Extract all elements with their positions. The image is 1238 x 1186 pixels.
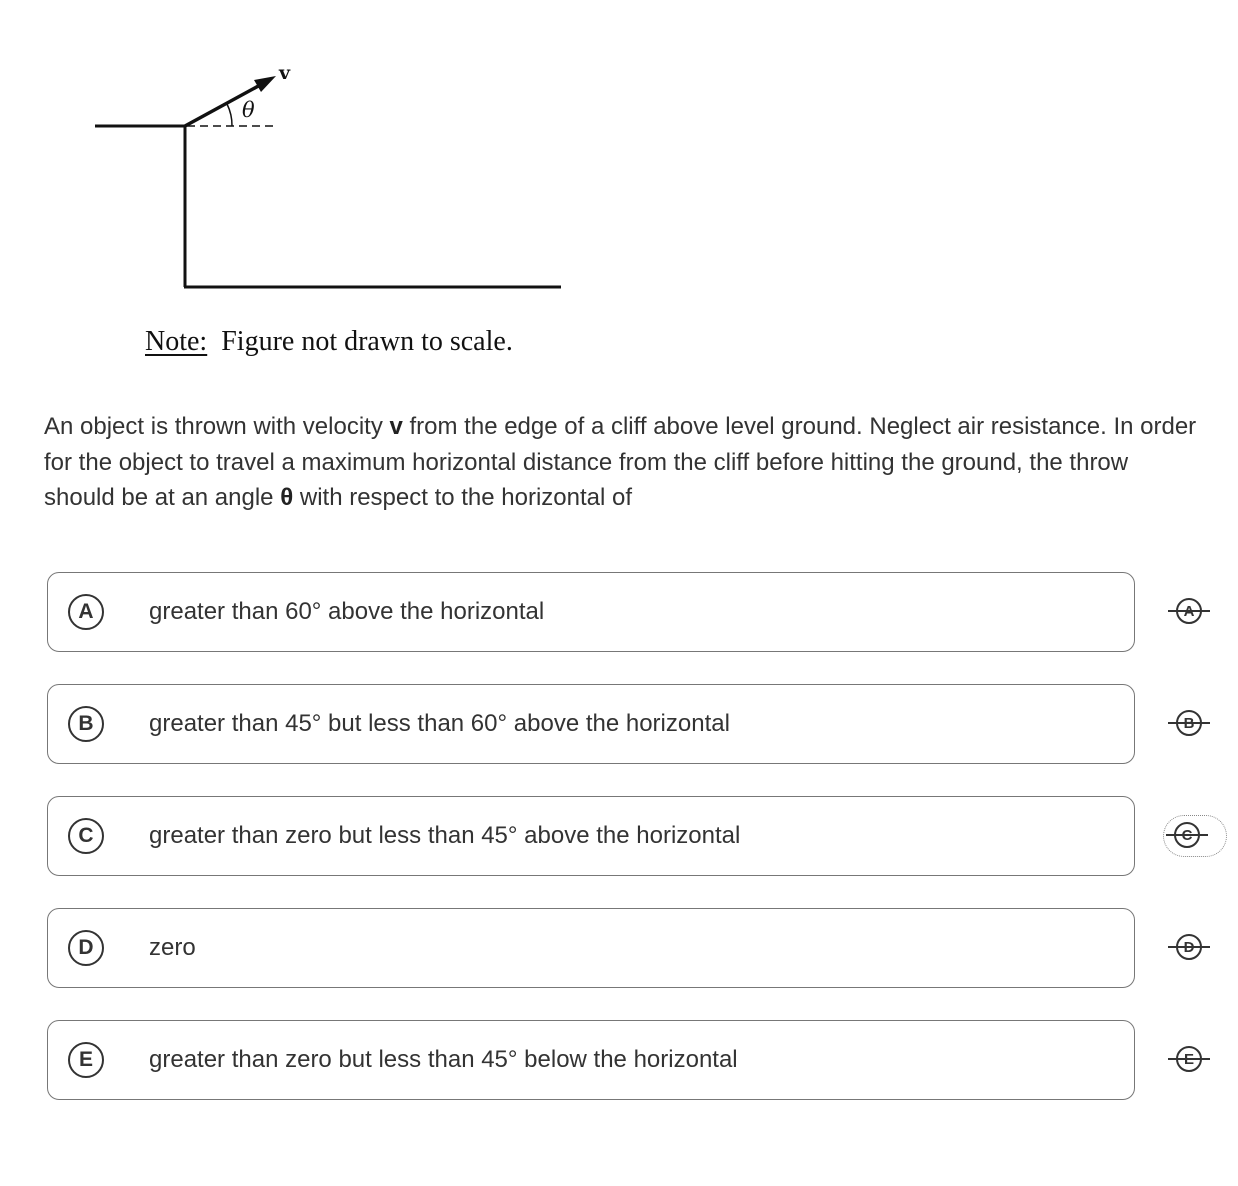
- choice-text-d: zero: [149, 934, 196, 961]
- question-text-1: An object is thrown with velocity: [44, 413, 390, 440]
- choice-letter-e: E: [68, 1042, 104, 1078]
- strike-line: [1168, 610, 1210, 612]
- choice-letter-b: B: [68, 706, 104, 742]
- answer-choice-b[interactable]: [47, 684, 1135, 764]
- note-text: Figure not drawn to scale.: [221, 326, 513, 357]
- strike-line: [1168, 722, 1210, 724]
- eliminate-choice-b-button[interactable]: [1166, 706, 1212, 742]
- velocity-label: v: [279, 62, 291, 84]
- eliminate-choice-a-button[interactable]: [1166, 594, 1212, 630]
- choice-letter-c: C: [68, 818, 104, 854]
- cliff-figure: [0, 0, 620, 300]
- choice-letter-d: D: [68, 930, 104, 966]
- question-text-2: from the edge of a cliff above level ground. Neglect air resistance. In order for the object to travel a maximum horizontal distance from the cliff before hitting the ground, the throw should be at an angle: [44, 413, 1197, 511]
- choice-text-e: greater than zero but less than 45° below the horizontal: [149, 1046, 738, 1073]
- choice-text-b: greater than 45° but less than 60° above the horizontal: [149, 710, 730, 737]
- angle-label: θ: [242, 98, 255, 122]
- figure-note: [145, 326, 513, 358]
- eliminate-choice-e-button[interactable]: [1166, 1042, 1212, 1078]
- velocity-symbol: v: [389, 413, 403, 440]
- answer-choice-d[interactable]: [47, 908, 1135, 988]
- strike-line: [1168, 1058, 1210, 1060]
- angle-arc: [227, 104, 232, 126]
- eliminate-choice-c-button[interactable]: [1166, 818, 1224, 854]
- strike-line: [1166, 834, 1208, 836]
- answer-choice-c[interactable]: [47, 796, 1135, 876]
- question-stem: [44, 409, 1204, 516]
- answer-choice-e[interactable]: [47, 1020, 1135, 1100]
- strike-line: [1168, 946, 1210, 948]
- note-label: Note:: [145, 326, 208, 357]
- question-text-3: with respect to the horizontal of: [293, 484, 633, 511]
- velocity-arrow-head: [254, 76, 276, 92]
- choice-letter-a: A: [68, 594, 104, 630]
- eliminate-choice-d-button[interactable]: [1166, 930, 1212, 966]
- choice-text-c: greater than zero but less than 45° above the horizontal: [149, 822, 741, 849]
- angle-symbol: θ: [280, 484, 294, 511]
- answer-choice-a[interactable]: [47, 572, 1135, 652]
- choice-text-a: greater than 60° above the horizontal: [149, 598, 545, 625]
